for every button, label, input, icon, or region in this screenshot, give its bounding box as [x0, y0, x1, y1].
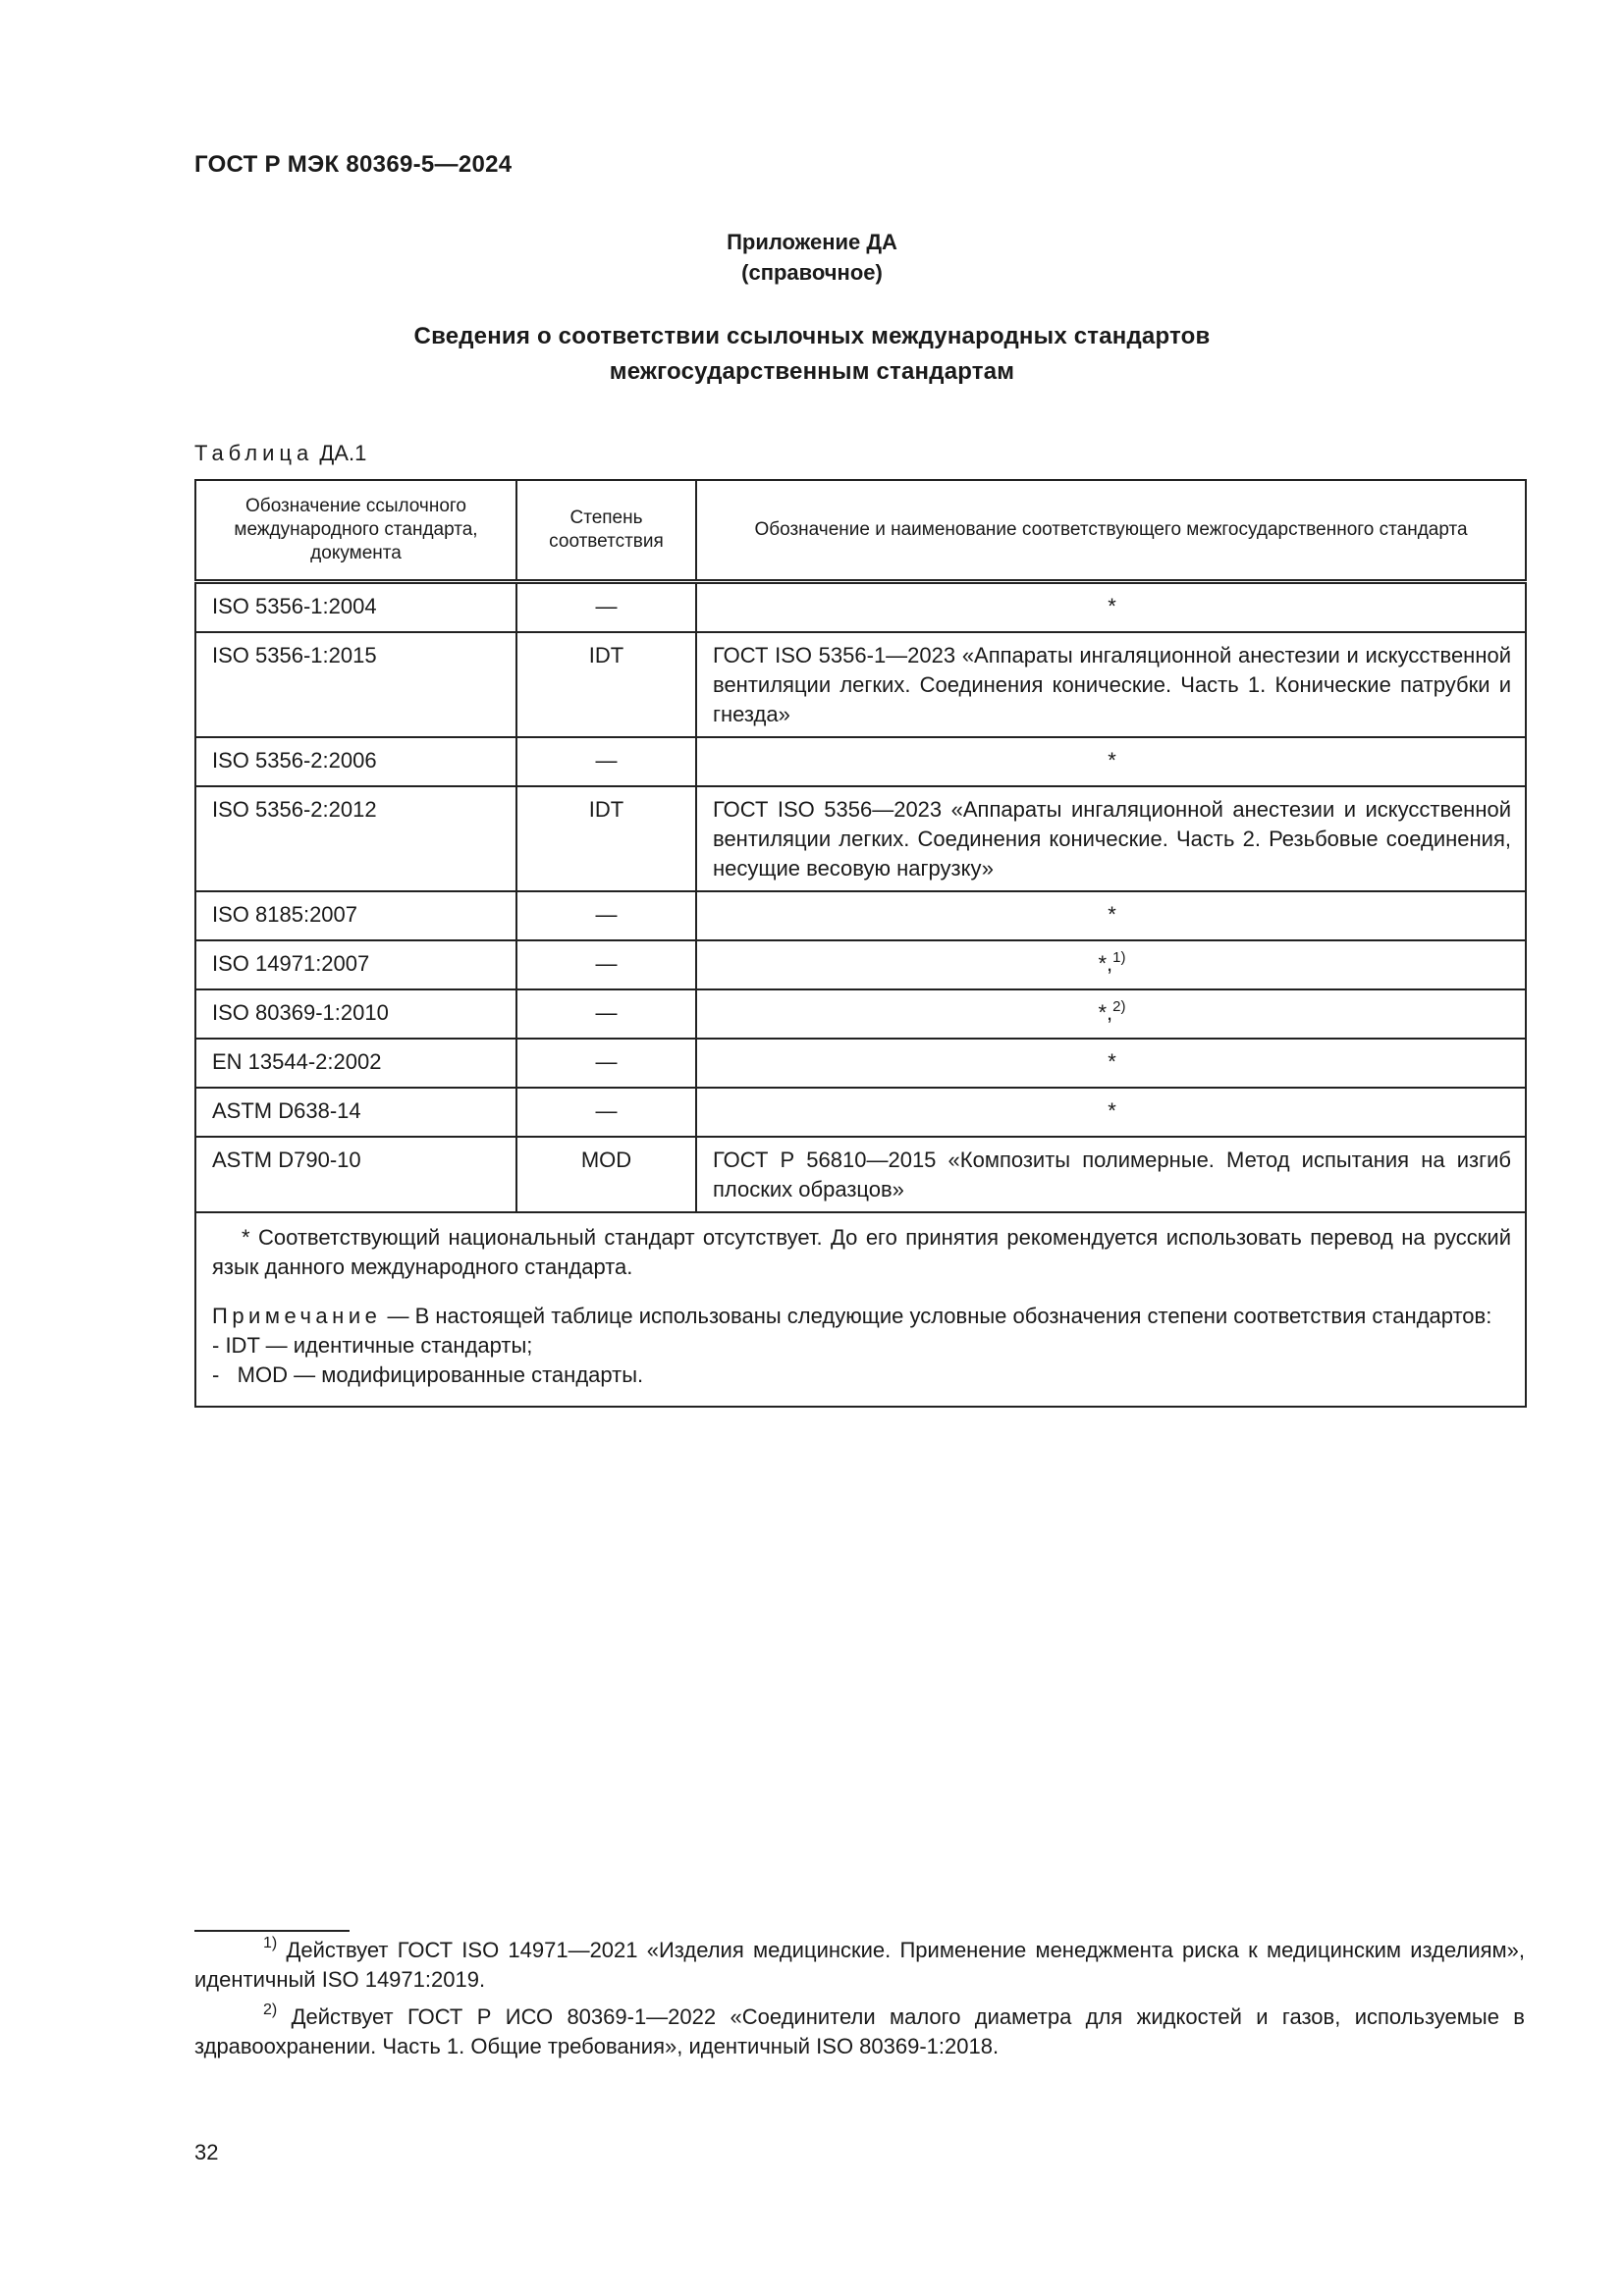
cell-national-standard-text: * [1108, 902, 1116, 927]
footnote-ref: 2) [1112, 998, 1126, 1015]
cell-ref-standard: EN 13544-2:2002 [195, 1039, 516, 1088]
cell-ref-standard: ASTM D790-10 [195, 1137, 516, 1212]
table-row [195, 737, 1526, 786]
cell-national-standard [696, 632, 1526, 737]
table-row [195, 1137, 1526, 1212]
footnote-1 [194, 1936, 1525, 1995]
cell-ref-standard: ISO 5356-2:2006 [195, 737, 516, 786]
cell-national-standard-text: * [1108, 1049, 1116, 1074]
cell-national-standard-text: * [1108, 748, 1116, 773]
page-number: 32 [194, 2140, 219, 2164]
note-label: Примечание [212, 1304, 382, 1328]
cell-degree: IDT [516, 632, 696, 737]
footnote-2 [194, 2002, 1525, 2061]
table-row [195, 582, 1526, 633]
cell-national-standard-text: * [1108, 594, 1116, 618]
note-text: — В настоящей таблице использованы следующие условные обозначения степени соответствия стандартов: [381, 1304, 1492, 1328]
cell-national-standard [696, 737, 1526, 786]
footnote-ref: 1) [1112, 949, 1126, 966]
footnote-1-text: Действует ГОСТ ISO 14971—2021 «Изделия медицинские. Применение менеджмента риска к медицинским изделиям», идентичный ISO 14971:2019. [194, 1938, 1525, 1992]
cell-degree: — [516, 737, 696, 786]
note-item-idt: - IDT — идентичные стандарты; [212, 1333, 533, 1358]
note-item-mod: - MOD — модифицированные стандарты. [212, 1362, 644, 1387]
section-title [0, 319, 1624, 390]
cell-ref-standard: ISO 5356-2:2012 [195, 786, 516, 891]
cell-degree: — [516, 582, 696, 633]
cell-degree: — [516, 1088, 696, 1137]
cell-national-standard [696, 940, 1526, 989]
footnotes [194, 1936, 1525, 2069]
table-caption-number: ДА.1 [319, 441, 367, 465]
table-row [195, 1039, 1526, 1088]
cell-national-standard [696, 891, 1526, 940]
cell-degree: IDT [516, 786, 696, 891]
cell-national-standard [696, 582, 1526, 633]
cell-national-standard-text: ГОСТ Р 56810—2015 «Композиты полимерные. Метод испытания на изгиб плоских образцов» [713, 1148, 1511, 1201]
cell-ref-standard: ISO 8185:2007 [195, 891, 516, 940]
cell-national-standard [696, 1039, 1526, 1088]
table-caption-prefix: Таблица [194, 441, 314, 465]
annex-subtitle: (справочное) [741, 260, 883, 285]
cell-ref-standard: ISO 80369-1:2010 [195, 989, 516, 1039]
cell-national-standard [696, 1137, 1526, 1212]
star-note: * Соответствующий национальный стандарт отсутствует. До его принятия рекомендуется использовать перевод на русский язык данного международного стандарта. [212, 1225, 1511, 1279]
header-national-standard: Обозначение и наименование соответствующего межгосударственного стандарта [696, 480, 1526, 582]
annex-title: Приложение ДА [727, 230, 897, 254]
cell-national-standard-text: *, [1098, 1000, 1113, 1025]
table-header-row [195, 480, 1526, 582]
cell-national-standard-text: * [1108, 1098, 1116, 1123]
cell-degree: — [516, 1039, 696, 1088]
cell-national-standard [696, 989, 1526, 1039]
table-caption [194, 441, 366, 466]
cell-degree: — [516, 989, 696, 1039]
footnote-2-text: Действует ГОСТ Р ИСО 80369-1—2022 «Соединители малого диаметра для жидкостей и газов, используемые в здравоохранении. Часть 1. Общие требования», идентичный ISO 80369-1:2018. [194, 2004, 1525, 2058]
cell-national-standard-text: ГОСТ ISO 5356-1—2023 «Аппараты ингаляционной анестезии и искусственной вентиляции легких. Соединения конические. Часть 1. Конические патрубки и гнезда» [713, 643, 1511, 726]
cell-ref-standard: ISO 14971:2007 [195, 940, 516, 989]
table-notes [195, 1212, 1526, 1407]
annex-heading [0, 227, 1624, 288]
cell-ref-standard: ASTM D638-14 [195, 1088, 516, 1137]
table-notes-row [195, 1212, 1526, 1407]
section-title-line-2: межгосударственным стандартам [609, 358, 1015, 385]
document-code: ГОСТ Р МЭК 80369-5—2024 [194, 151, 513, 178]
cell-degree: — [516, 940, 696, 989]
footnote-2-mark: 2) [263, 2002, 278, 2018]
header-degree: Степень соответствия [516, 480, 696, 582]
header-ref-standard: Обозначение ссылочного международного стандарта, документа [195, 480, 516, 582]
table-row [195, 989, 1526, 1039]
footnote-1-mark: 1) [263, 1935, 278, 1951]
table-row [195, 940, 1526, 989]
reference-standards-table [194, 479, 1527, 1408]
note-paragraph [212, 1302, 1511, 1331]
table-row [195, 891, 1526, 940]
cell-national-standard-text: ГОСТ ISO 5356—2023 «Аппараты ингаляционной анестезии и искусственной вентиляции легких. Соединения конические. Часть 2. Резьбовые соединения, несущие весовую нагрузку» [713, 797, 1511, 881]
cell-degree: MOD [516, 1137, 696, 1212]
cell-degree: — [516, 891, 696, 940]
table-row [195, 632, 1526, 737]
footnote-divider [194, 1930, 350, 1932]
section-title-line-1: Сведения о соответствии ссылочных международных стандартов [413, 323, 1211, 349]
cell-ref-standard: ISO 5356-1:2015 [195, 632, 516, 737]
cell-national-standard-text: *, [1098, 951, 1113, 976]
cell-national-standard [696, 1088, 1526, 1137]
cell-ref-standard: ISO 5356-1:2004 [195, 582, 516, 633]
table-row [195, 1088, 1526, 1137]
table-row [195, 786, 1526, 891]
cell-national-standard [696, 786, 1526, 891]
